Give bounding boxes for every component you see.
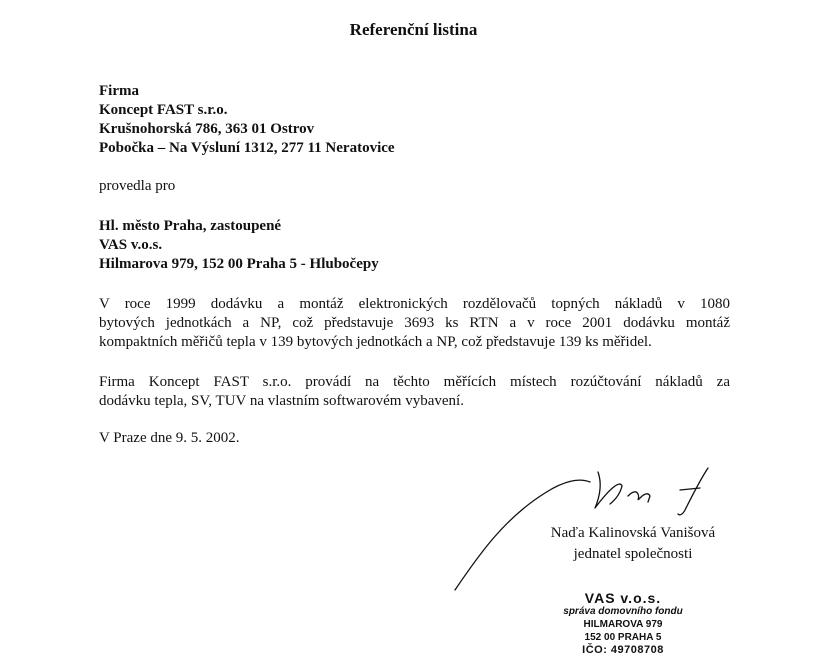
company-stamp bbox=[548, 590, 698, 657]
firm-block bbox=[99, 82, 395, 158]
firm-branch: Pobočka – Na Výsluní 1312, 277 11 Neratovice bbox=[99, 140, 395, 156]
performed-for-text: provedla pro bbox=[99, 178, 176, 194]
paragraph-line: dodávku tepla, SV, TUV na vlastním softwarovém vybavení. bbox=[99, 393, 464, 409]
paragraph-line: bytových jednotkách a NP, což představuje 3693 ks RTN a v roce 2001 dodávku montáž bbox=[99, 315, 730, 331]
paragraph-line: V roce 1999 dodávku a montáž elektronických rozdělovačů topných nákladů v 1080 bbox=[99, 296, 730, 312]
firm-name: Koncept FAST s.r.o. bbox=[99, 102, 228, 118]
stamp-city: 152 00 PRAHA 5 bbox=[584, 632, 662, 643]
client-name: Hl. město Praha, zastoupené bbox=[99, 218, 282, 234]
stamp-org: VAS v.o.s. bbox=[584, 590, 662, 606]
date-line: V Praze dne 9. 5. 2002. bbox=[99, 430, 240, 446]
stamp-ico: IČO: 49708708 bbox=[582, 644, 664, 656]
signer-name: Naďa Kalinovská Vanišová bbox=[550, 525, 716, 541]
client-org: VAS v.o.s. bbox=[99, 237, 163, 253]
paragraph-work-description bbox=[99, 295, 730, 352]
paragraph-billing bbox=[99, 373, 730, 411]
paragraph-line: Firma Koncept FAST s.r.o. provádí na těchto měřících místech rozúčtování nákladů za bbox=[99, 374, 730, 390]
document-title: Referenční listina bbox=[349, 20, 478, 39]
firm-address: Krušnohorská 786, 363 01 Ostrov bbox=[99, 121, 315, 137]
signer-role: jednatel společnosti bbox=[573, 546, 693, 562]
paragraph-line: kompaktních měřičů tepla v 139 bytových jednotkách a NP, což představuje 139 ks měřidel. bbox=[99, 334, 652, 350]
stamp-subtitle: správa domovního fondu bbox=[563, 606, 683, 617]
client-block bbox=[99, 217, 379, 274]
firm-heading: Firma bbox=[99, 83, 139, 99]
client-address: Hilmarova 979, 152 00 Praha 5 - Hlubočepy bbox=[99, 256, 379, 272]
stamp-street: HILMAROVA 979 bbox=[583, 619, 663, 630]
